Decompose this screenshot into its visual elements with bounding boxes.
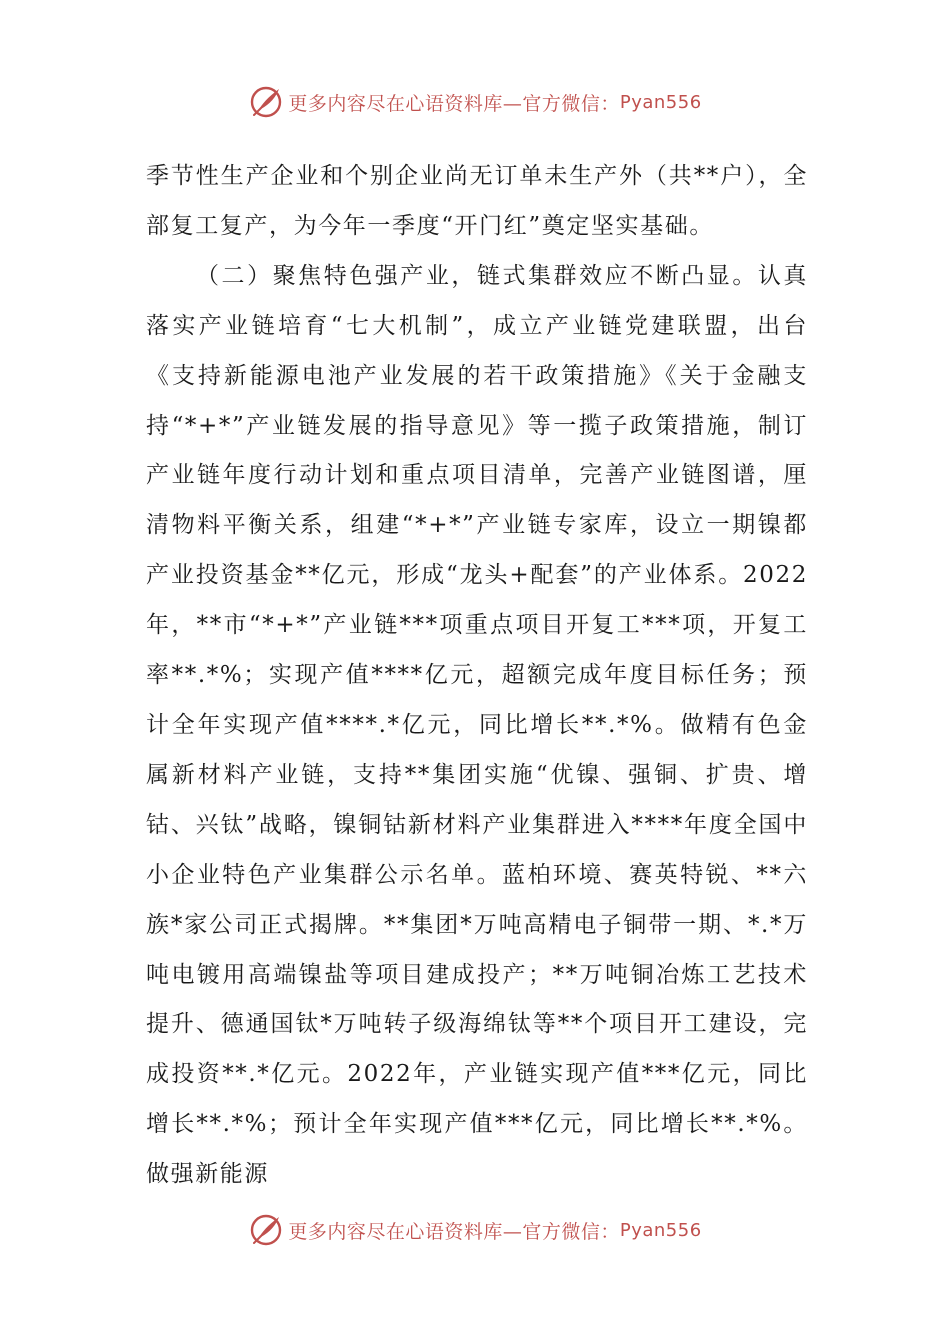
watermark-text: 更多内容尽在心语资料库—官方微信：	[288, 92, 620, 115]
watermark-wechat-id: Pyan556	[619, 1219, 702, 1241]
watermark-header	[0, 82, 950, 122]
quill-pen-logo-icon	[248, 1212, 284, 1248]
paragraph-continued: 季节性生产企业和个别企业尚无订单未生产外（共**户），全部复工复产，为今年一季度“开门红”奠定坚实基础。	[146, 163, 808, 239]
quill-pen-logo-icon	[248, 84, 284, 120]
watermark-text: 更多内容尽在心语资料库—官方微信：	[288, 1220, 620, 1243]
watermark-footer	[0, 1210, 950, 1250]
watermark-wechat-id: Pyan556	[619, 91, 702, 113]
paragraph-industry-chain: （二）聚焦特色强产业，链式集群效应不断凸显。认真落实产业链培育“七大机制”，成立产业链党建联盟，出台《支持新能源电池产业发展的若干政策措施》《关于金融支持“*+*”产业链发展的指导意见》等一揽子政策措施，制订产业链年度行动计划和重点项目清单，完善产业链图谱，厘清物料平衡关系，组建“*+*”产业链专家库，设立一期镍都产业投资基金**亿元，形成“龙头+配套”的产业体系。2022年，**市“*+*”产业链***项重点项目开复工***项，开复工率**.*%；实现产值****亿元，超额完成年度目标任务；预计全年实现产值****.*亿元，同比增长**.*%。做精有色金属新材料产业链，支持**集团实施“优镍、强铜、扩贵、增钴、兴钛”战略，镍铜钴新材料产业集群进入****年度全国中小企业特色产业集群公示名单。蓝柏环境、赛英特锐、**六族*家公司正式揭牌。**集团*万吨高精电子铜带一期、*.*万吨电镀用高端镍盐等项目建成投产；**万吨铜冶炼工艺技术提升、德通国钛*万吨转子级海绵钛等**个项目开工建设，完成投资**.*亿元。2022年，产业链实现产值***亿元，同比增长**.*%；预计全年实现产值***亿元，同比增长**.*%。做强新能源	[146, 262, 808, 1188]
document-body	[146, 152, 808, 1200]
